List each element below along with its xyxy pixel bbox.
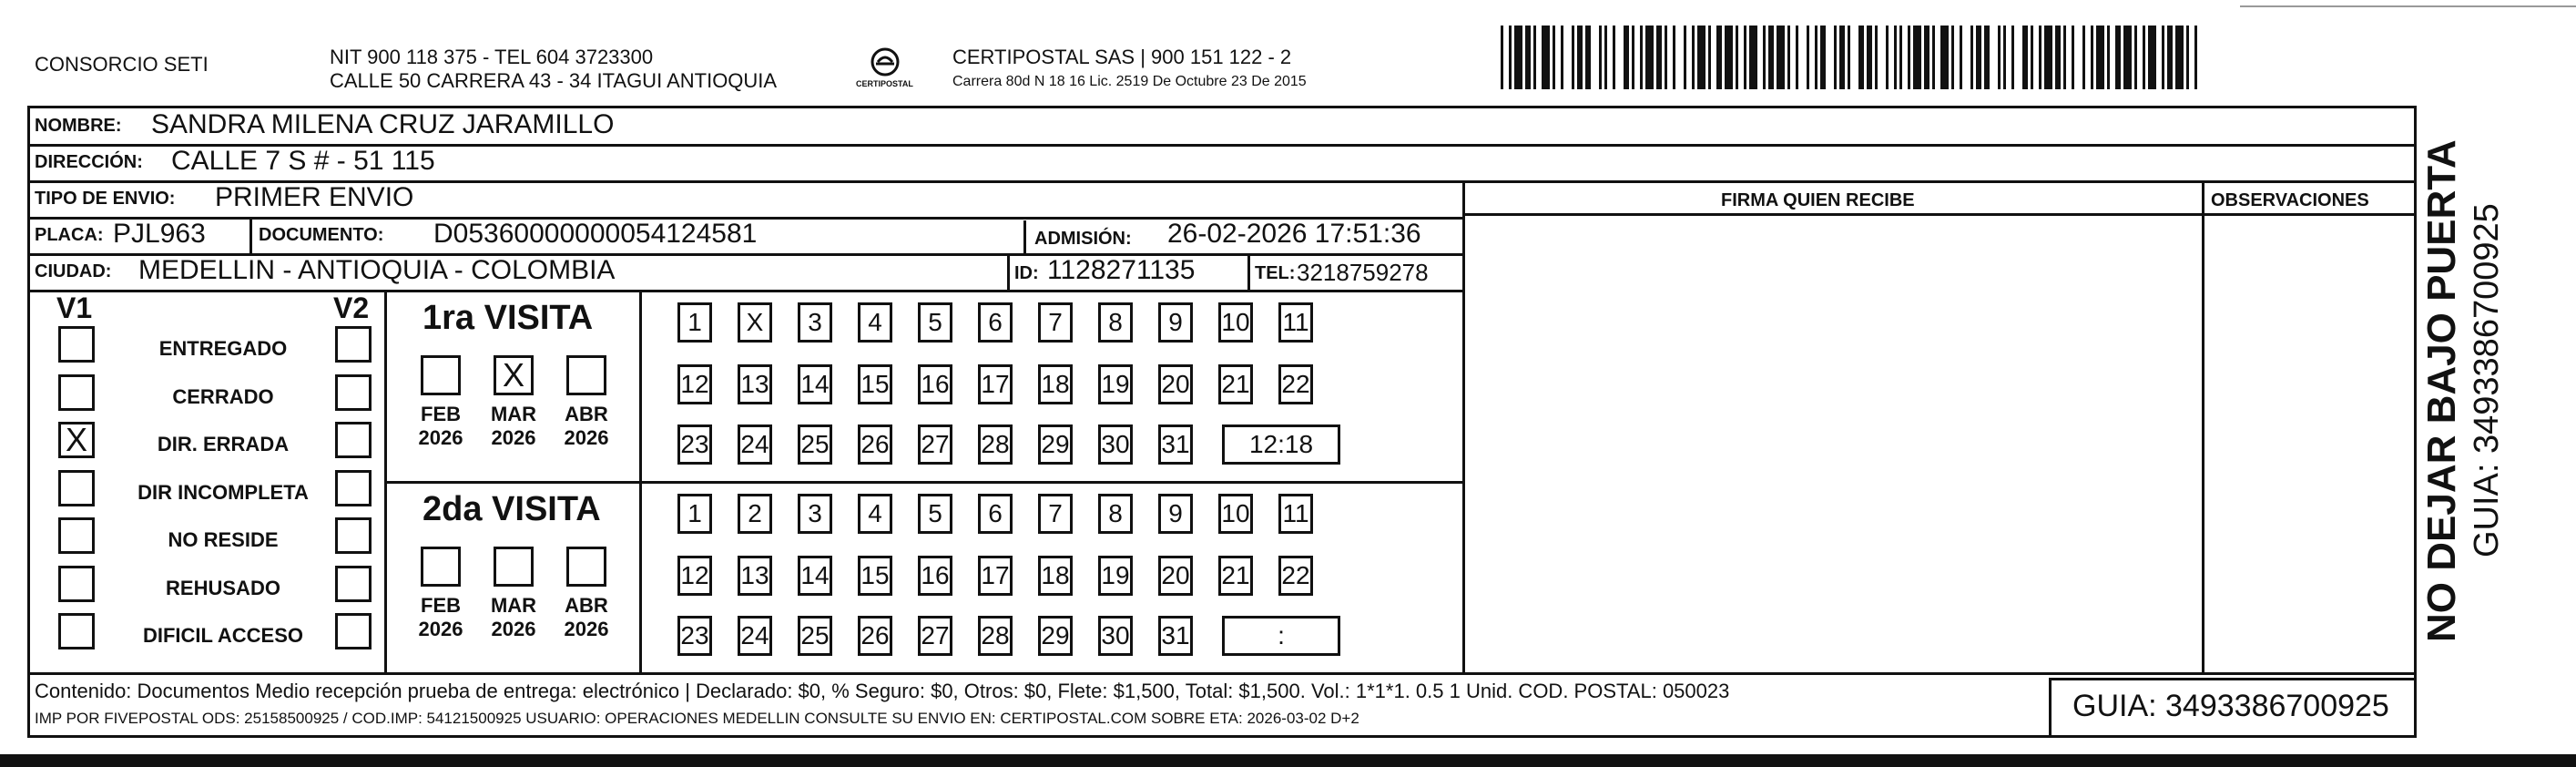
v2-checkbox[interactable] <box>335 470 372 506</box>
visit2-month-mark <box>423 549 458 584</box>
visit1-day-box[interactable]: 15 <box>858 364 892 404</box>
barcode-bar <box>1834 26 1837 89</box>
visit1-month-checkbox[interactable] <box>421 355 461 395</box>
visit2-year-label: 2026 <box>564 618 609 640</box>
v1-checkbox-mark <box>61 520 92 551</box>
v1-checkbox[interactable] <box>58 374 95 411</box>
visit2-day-box[interactable]: 2 <box>738 494 772 534</box>
v2-checkbox[interactable] <box>335 566 372 602</box>
barcode-bar <box>1665 26 1667 89</box>
barcode-bar <box>1716 26 1722 89</box>
status-item-label: CERRADO <box>172 384 274 408</box>
admision-value: 26-02-2026 17:51:36 <box>1167 219 1421 249</box>
v2-checkbox-mark <box>338 568 369 599</box>
v2-label: V2 <box>333 291 370 324</box>
visit1-day-box[interactable]: 27 <box>918 424 952 465</box>
barcode-bar <box>1807 26 1809 89</box>
barcode-bar <box>1815 26 1817 89</box>
company-nit-tel: NIT 900 118 375 - TEL 604 3723300 <box>330 46 654 68</box>
v2-checkbox-mark <box>338 377 369 408</box>
visit1-month-mark <box>423 358 458 393</box>
barcode-bar <box>1509 26 1512 89</box>
barcode-bar <box>2162 26 2164 89</box>
barcode-bar <box>1725 26 1733 89</box>
barcode-bar <box>2011 26 2014 89</box>
visit2-day-box[interactable]: 21 <box>1218 556 1253 596</box>
barcode-bar <box>2194 26 2197 89</box>
visit1-title: 1ra VISITA <box>423 299 594 337</box>
barcode-bar <box>1894 26 1897 89</box>
visit2-day-box[interactable]: 18 <box>1038 556 1073 596</box>
visit1-day-box[interactable]: 19 <box>1098 364 1133 404</box>
barcode-bar <box>2031 26 2033 89</box>
barcode-bar <box>1501 26 1503 89</box>
v1-checkbox[interactable] <box>58 517 95 554</box>
visit1-day-box[interactable]: 28 <box>978 424 1013 465</box>
barcode-bar <box>2167 26 2173 89</box>
visit1-day-box[interactable]: X <box>738 302 772 343</box>
carrier-name: CERTIPOSTAL SAS | 900 151 122 - 2 <box>952 46 1292 68</box>
barcode-bar <box>1796 26 1798 89</box>
id-label: ID: <box>1014 263 1039 283</box>
barcode-bar <box>1613 26 1615 89</box>
status-item-label: REHUSADO <box>166 576 280 599</box>
visit2-month-mark <box>496 549 531 584</box>
visit1-day-box[interactable]: 9 <box>1158 302 1193 343</box>
visit2-month-label: ABR <box>565 594 608 617</box>
v1-checkbox-mark <box>61 377 92 408</box>
documento-label: DOCUMENTO: <box>259 225 384 245</box>
v2-checkbox[interactable] <box>335 517 372 554</box>
visit2-day-box[interactable]: 28 <box>978 616 1013 656</box>
footer-line1: Contenido: Documentos Medio recepción prueba de entrega: electrónico | Declarado: $0, % Seguro: $0, Otros: $0, Flete: $1,500, Total: $1,500. Vol.: 1*1*1. 0.5 1 Unid. COD. POSTAL: 050023 <box>35 680 1730 702</box>
v1-checkbox-mark <box>61 473 92 504</box>
visit2-year-label: 2026 <box>491 618 536 640</box>
tipo-envio-value: PRIMER ENVIO <box>215 182 414 212</box>
visit1-day-box[interactable]: 7 <box>1038 302 1073 343</box>
visit1-year-label: 2026 <box>564 426 609 449</box>
barcode-bar <box>1924 26 1929 89</box>
barcode-bar <box>2072 26 2074 89</box>
visit2-day-box[interactable]: 17 <box>978 556 1013 596</box>
v2-checkbox[interactable] <box>335 326 372 363</box>
status-item-label: NO RESIDE <box>168 528 279 551</box>
visit2-day-box[interactable]: 4 <box>858 494 892 534</box>
v2-checkbox[interactable] <box>335 613 372 649</box>
barcode-bar <box>1640 26 1643 89</box>
barcode-bar <box>1787 26 1790 89</box>
barcode-bar <box>2055 26 2061 89</box>
barcode-bar <box>1984 26 1990 89</box>
visit1-time-box[interactable]: 12:18 <box>1222 424 1340 465</box>
visit1-day-box[interactable]: 6 <box>978 302 1013 343</box>
v2-checkbox[interactable] <box>335 374 372 411</box>
side-guia: GUIA: 3493386700925 <box>2468 203 2506 557</box>
certipostal-logo <box>856 44 913 95</box>
admision-label: ADMISIÓN: <box>1034 229 1132 249</box>
v2-checkbox-mark <box>338 473 369 504</box>
barcode-bar <box>1553 26 1555 89</box>
v1-label: V1 <box>56 291 93 324</box>
visit2-day-box[interactable]: 13 <box>738 556 772 596</box>
firma-header: FIRMA QUIEN RECIBE <box>1721 190 1915 210</box>
visit1-day-box[interactable]: 30 <box>1098 424 1133 465</box>
barcode-bar <box>1525 26 1531 89</box>
visit1-day-box[interactable]: 12 <box>677 364 712 404</box>
tipo-envio-label: TIPO DE ENVIO: <box>35 189 176 209</box>
barcode-bar <box>1913 26 1921 89</box>
barcode-bar <box>2115 26 2121 89</box>
visit1-month-label: ABR <box>565 403 608 425</box>
barcode-bar <box>2175 26 2184 89</box>
v1-checkbox[interactable] <box>58 613 95 649</box>
v2-checkbox-mark <box>338 520 369 551</box>
documento-value: D05360000000054124581 <box>433 219 758 249</box>
barcode-bar <box>2082 26 2085 89</box>
visit2-day-box[interactable]: 6 <box>978 494 1013 534</box>
barcode-bar <box>1848 26 1850 89</box>
visit1-day-box[interactable]: 21 <box>1218 364 1253 404</box>
barcode-bar <box>1768 26 1774 89</box>
carrier-license: Carrera 80d N 18 16 Lic. 2519 De Octubre 23 De 2015 <box>952 74 1307 89</box>
company-address: CALLE 50 CARRERA 43 - 34 ITAGUI ANTIOQUIA <box>330 69 778 92</box>
visit1-day-box[interactable]: 8 <box>1098 302 1133 343</box>
visit2-month-label: FEB <box>421 594 461 617</box>
barcode-icon <box>1501 0 2205 100</box>
barcode-bar <box>1960 26 1962 89</box>
visit1-day-box[interactable]: 22 <box>1278 364 1313 404</box>
visit1-day-box[interactable]: 24 <box>738 424 772 465</box>
barcode-bar <box>1951 26 1954 89</box>
visit2-day-box[interactable]: 30 <box>1098 616 1133 656</box>
barcode-bar <box>1692 26 1695 89</box>
barcode-bar <box>1673 26 1675 89</box>
visit2-day-box[interactable]: 16 <box>918 556 952 596</box>
barcode-bar <box>1645 26 1654 89</box>
visit1-day-box[interactable]: 23 <box>677 424 712 465</box>
barcode-bar <box>1572 26 1574 89</box>
barcode-bar <box>1599 26 1602 89</box>
company-name: CONSORCIO SETI <box>35 53 209 76</box>
barcode-bar <box>1577 26 1583 89</box>
visit1-year-label: 2026 <box>491 426 536 449</box>
barcode-bar <box>2022 26 2028 89</box>
barcode-bar <box>1585 26 1591 89</box>
barcode-bar <box>2134 26 2137 89</box>
logo-text: CERTIPOSTAL <box>856 79 913 88</box>
v1-checkbox-mark: X <box>65 421 87 458</box>
visit1-day-box[interactable]: 4 <box>858 302 892 343</box>
barcode-bar <box>1777 26 1785 89</box>
visit2-day-box[interactable]: 23 <box>677 616 712 656</box>
ciudad-value: MEDELLIN - ANTIOQUIA - COLOMBIA <box>138 255 616 285</box>
visit1-month-label: FEB <box>421 403 461 425</box>
barcode-bar <box>1998 26 2001 89</box>
visit2-day-box[interactable]: 14 <box>798 556 832 596</box>
visit1-day-box[interactable]: 17 <box>978 364 1013 404</box>
status-item-label: ENTREGADO <box>158 337 288 360</box>
barcode-bar <box>1542 26 1550 89</box>
visit1-day-box[interactable]: 11 <box>1278 302 1313 343</box>
visit2-day-box[interactable]: 9 <box>1158 494 1193 534</box>
barcode-bar <box>1839 26 1845 89</box>
barcode-bar <box>1899 26 1902 89</box>
barcode-bar <box>1749 26 1757 89</box>
visit1-day-box[interactable]: 14 <box>798 364 832 404</box>
visit2-month-checkbox[interactable] <box>566 547 606 587</box>
visit2-day-box[interactable]: 31 <box>1158 616 1193 656</box>
visit1-month-checkbox[interactable] <box>566 355 606 395</box>
top-right-rule <box>2240 5 2576 7</box>
visit2-day-box[interactable]: 7 <box>1038 494 1073 534</box>
visit1-month-label: MAR <box>490 403 537 425</box>
barcode-bar <box>1932 26 1935 89</box>
visit2-day-box[interactable]: 8 <box>1098 494 1133 534</box>
v1-checkbox-mark <box>61 329 92 360</box>
visit2-day-box[interactable]: 25 <box>798 616 832 656</box>
barcode-bar <box>1708 26 1711 89</box>
v1-checkbox[interactable] <box>58 566 95 602</box>
v1-checkbox[interactable] <box>58 326 95 363</box>
ciudad-label: CIUDAD: <box>35 261 112 281</box>
tel-label: TEL: <box>1255 263 1296 283</box>
observaciones-header: OBSERVACIONES <box>2211 190 2369 210</box>
placa-label: PLACA: <box>35 225 104 245</box>
barcode-bar <box>1858 26 1864 89</box>
v1-checkbox-mark <box>61 616 92 647</box>
footer-line2: IMP POR FIVEPOSTAL ODS: 25158500925 / COD.IMP: 54121500925 USUARIO: OPERACIONES MEDELLIN CONSULTE SU ENVIO EN: CERTIPOSTAL.COM SOBRE ETA: 2026-03-02 D+2 <box>35 710 1359 727</box>
v2-checkbox[interactable] <box>335 422 372 458</box>
visit2-month-checkbox[interactable] <box>494 547 534 587</box>
visit2-month-checkbox[interactable] <box>421 547 461 587</box>
visit1-day-box[interactable]: 5 <box>918 302 952 343</box>
barcode-bar <box>1656 26 1662 89</box>
barcode-bar <box>1875 26 1878 89</box>
tel-value: 3218759278 <box>1297 259 1429 286</box>
barcode-bar <box>1908 26 1910 89</box>
barcode-bar <box>1744 26 1746 89</box>
barcode-bar <box>1763 26 1766 89</box>
v2-checkbox-mark <box>338 329 369 360</box>
barcode-bar <box>2143 26 2145 89</box>
barcode-bar <box>2003 26 2006 89</box>
visit2-day-box[interactable]: 29 <box>1038 616 1073 656</box>
visit2-title: 2da VISITA <box>423 490 601 528</box>
barcode-bar <box>2091 26 2093 89</box>
visit1-day-box[interactable]: 29 <box>1038 424 1073 465</box>
barcode-bar <box>2096 26 2104 89</box>
barcode-bar <box>2148 26 2156 89</box>
visit2-day-box[interactable]: 1 <box>677 494 712 534</box>
bottom-band <box>0 754 2576 767</box>
direccion-value: CALLE 7 S # - 51 115 <box>171 146 435 176</box>
barcode-bar <box>1561 26 1563 89</box>
no-dejar-bajo-puerta: NO DEJAR BAJO PUERTA <box>2419 139 2464 642</box>
visit2-day-box[interactable]: 27 <box>918 616 952 656</box>
barcode-bar <box>1684 26 1686 89</box>
nombre-value: SANDRA MILENA CRUZ JARAMILLO <box>151 109 615 139</box>
visit2-day-box[interactable]: 12 <box>677 556 712 596</box>
placa-value: PJL963 <box>113 219 206 249</box>
visit1-day-box[interactable]: 13 <box>738 364 772 404</box>
visit1-day-box[interactable]: 20 <box>1158 364 1193 404</box>
barcode-bar <box>1886 26 1889 89</box>
barcode-bar <box>1736 26 1738 89</box>
barcode-bar <box>1533 26 1536 89</box>
status-item-label: DIR. ERRADA <box>157 433 290 455</box>
barcode-bar <box>2039 26 2041 89</box>
v2-checkbox-mark <box>338 424 369 455</box>
visit1-day-box[interactable]: 3 <box>798 302 832 343</box>
barcode-bar <box>2186 26 2189 89</box>
visit2-year-label: 2026 <box>418 618 463 640</box>
barcode-bar <box>1940 26 1949 89</box>
visit2-month-mark <box>569 549 604 584</box>
visit2-day-box[interactable]: 11 <box>1278 494 1313 534</box>
visit2-day-box[interactable]: 5 <box>918 494 952 534</box>
barcode-bar <box>2107 26 2110 89</box>
barcode-bar <box>1867 26 1872 89</box>
visit1-day-box[interactable]: 1 <box>677 302 712 343</box>
visit2-day-box[interactable]: 24 <box>738 616 772 656</box>
visit1-day-box[interactable]: 25 <box>798 424 832 465</box>
visit2-month-label: MAR <box>490 594 537 617</box>
barcode-bar <box>2044 26 2052 89</box>
barcode-bar <box>2123 26 2132 89</box>
v1-checkbox-mark <box>61 568 92 599</box>
barcode-bar <box>1820 26 1826 89</box>
id-value: 1128271135 <box>1047 255 1196 285</box>
status-item-label: DIR INCOMPLETA <box>137 480 309 504</box>
visit2-day-box[interactable]: 10 <box>1218 494 1253 534</box>
visit1-year-label: 2026 <box>418 426 463 449</box>
visit2-day-box[interactable]: 3 <box>798 494 832 534</box>
visit1-month-mark <box>569 358 604 393</box>
visit2-day-box[interactable]: 26 <box>858 616 892 656</box>
status-item-label: DIFICIL ACCESO <box>142 624 303 647</box>
visit2-day-box[interactable]: 22 <box>1278 556 1313 596</box>
visit1-day-box[interactable]: 18 <box>1038 364 1073 404</box>
barcode-bar <box>1970 26 1973 89</box>
direccion-label: DIRECCIÓN: <box>35 152 143 172</box>
visit2-time-box[interactable]: : <box>1222 616 1340 656</box>
nombre-label: NOMBRE: <box>35 116 122 136</box>
barcode-bar <box>1976 26 1981 89</box>
barcode-bar <box>1632 26 1634 89</box>
barcode-bar <box>1604 26 1607 89</box>
visit2-day-box[interactable]: 19 <box>1098 556 1133 596</box>
v1-checkbox[interactable] <box>58 422 95 458</box>
footer-guia: GUIA: 3493386700925 <box>2072 689 2389 723</box>
barcode-bar <box>1514 26 1522 89</box>
visit1-day-box[interactable]: 10 <box>1218 302 1253 343</box>
barcode-bar <box>1624 26 1629 89</box>
visit1-day-box[interactable]: 26 <box>858 424 892 465</box>
visit2-day-box[interactable]: 15 <box>858 556 892 596</box>
visit2-day-box[interactable]: 20 <box>1158 556 1193 596</box>
v2-checkbox-mark <box>338 616 369 647</box>
v1-checkbox[interactable] <box>58 470 95 506</box>
visit1-day-box[interactable]: 31 <box>1158 424 1193 465</box>
visit1-month-checkbox[interactable] <box>494 355 534 395</box>
visit1-day-box[interactable]: 16 <box>918 364 952 404</box>
barcode-bar <box>1697 26 1705 89</box>
visit1-month-mark: X <box>502 356 524 394</box>
barcode-bar <box>2063 26 2066 89</box>
